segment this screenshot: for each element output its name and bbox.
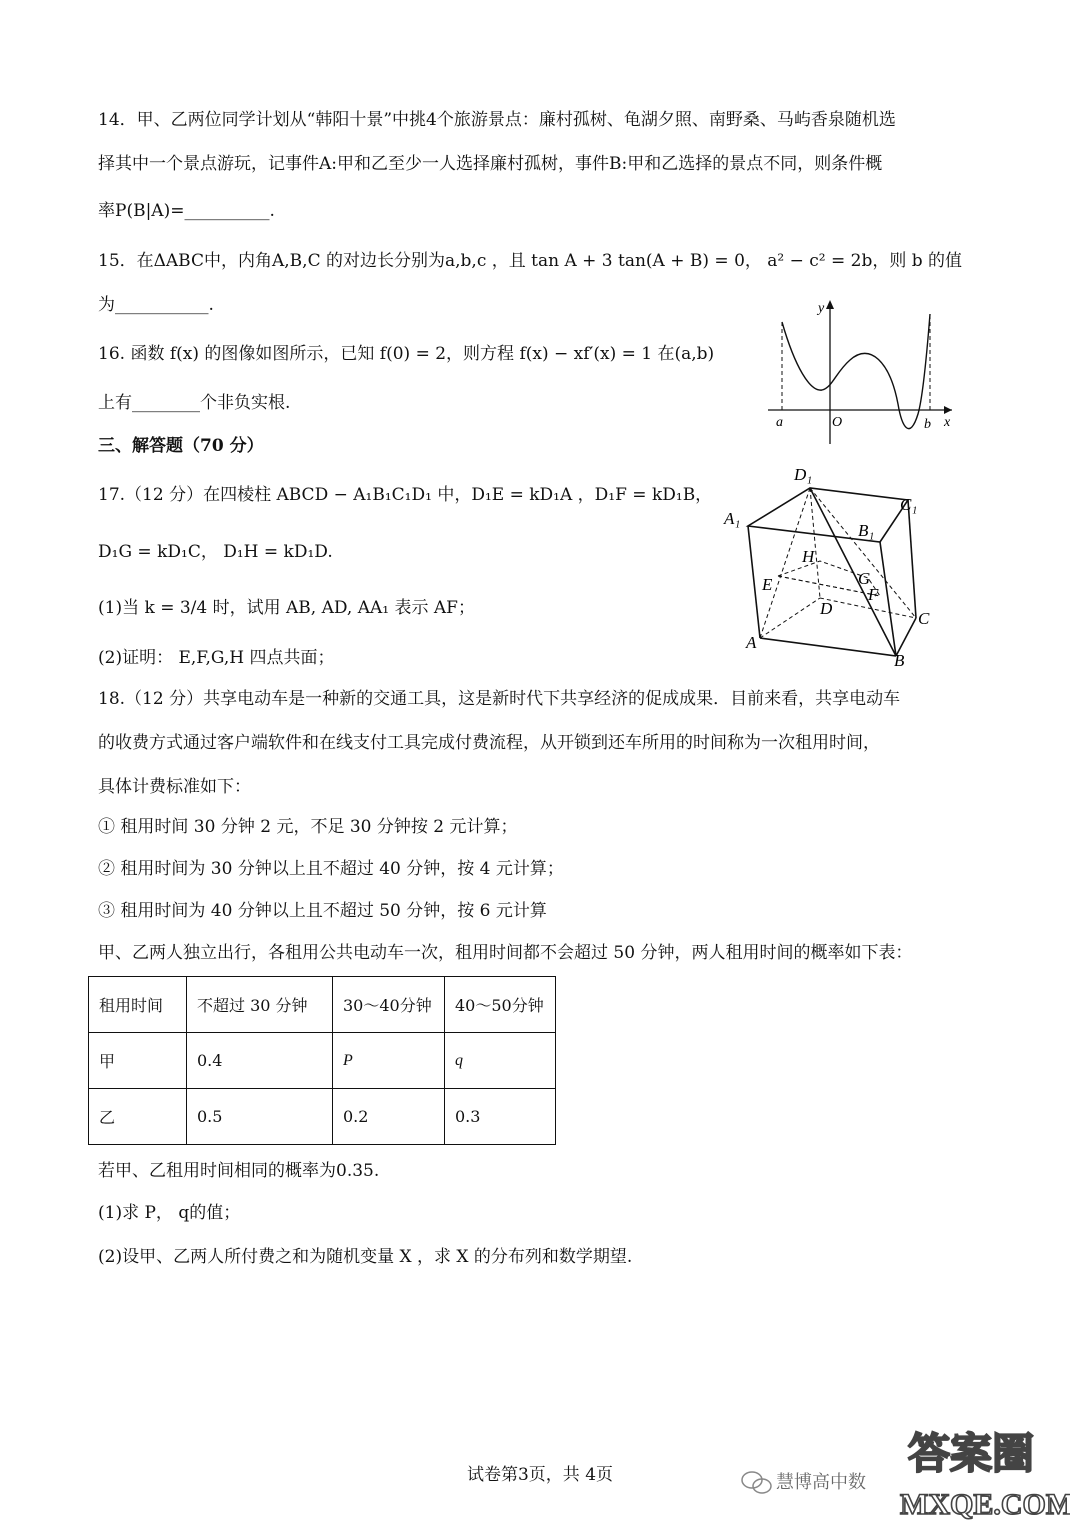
q17-line2: D₁G = kD₁C， D₁H = kD₁D. bbox=[98, 542, 333, 562]
q16-function-graph bbox=[760, 292, 960, 452]
label-C1: C₁ bbox=[900, 495, 918, 514]
q17-part1: (1)当 k = 3/4 时，试用 AB, AD, AA₁ 表示 AF； bbox=[98, 598, 475, 618]
q14-line3: 率P(B|A)=__________. bbox=[98, 201, 275, 221]
q18-condition: 若甲、乙租用时间相同的概率为0.35. bbox=[98, 1161, 380, 1181]
graph-b-label: b bbox=[924, 417, 931, 432]
section-title: 三、解答题（70 分） bbox=[98, 436, 264, 456]
q16-line1: 16. 函数 f(x) 的图像如图所示，已知 f(0) = 2，则方程 f(x) − xf′(x) = 1 在(a,b) bbox=[98, 344, 715, 364]
label-C: C bbox=[918, 609, 930, 628]
table-header-cell: 租用时间 bbox=[89, 977, 187, 1033]
q18-rule1: ① 租用时间 30 分钟 2 元，不足 30 分钟按 2 元计算； bbox=[98, 817, 518, 837]
table-cell: 乙 bbox=[89, 1089, 187, 1145]
table-header-cell: 不超过 30 分钟 bbox=[187, 977, 333, 1033]
table-row bbox=[89, 977, 556, 1033]
label-F: F bbox=[868, 585, 879, 604]
label-A1: A₁ bbox=[724, 509, 741, 528]
q15-line1: 15．在ΔABC中，内角A,B,C 的对边长分别为a,b,c ，且 tan A + 3 tan(A + B) = 0， a² − c² = 2b，则 b 的值 bbox=[98, 251, 963, 271]
graph-y-label: y bbox=[818, 301, 825, 316]
watermark-channel: 慧博高中数 bbox=[776, 1472, 866, 1492]
watermark-logo: 答案圈 bbox=[908, 1432, 1035, 1478]
wechat-icon bbox=[742, 1472, 771, 1493]
table-header-cell: 40～50分钟 bbox=[445, 977, 556, 1033]
q18-part2: (2)设甲、乙两人所付费之和为随机变量 X ，求 X 的分布列和数学期望. bbox=[98, 1247, 633, 1267]
q14-line1: 14．甲、乙两位同学计划从“韩阳十景”中挑4个旅游景点：廉村孤树、龟湖夕照、南野桑、马屿香泉随机选 bbox=[98, 110, 896, 130]
q18-line3: 具体计费标准如下： bbox=[98, 777, 251, 797]
label-H: H bbox=[802, 547, 815, 566]
q17-prism-figure bbox=[720, 458, 940, 670]
q17-part2: (2)证明： E,F,G,H 四点共面； bbox=[98, 648, 335, 668]
table-row bbox=[89, 1089, 556, 1145]
q15-line2: 为___________. bbox=[98, 295, 214, 315]
label-E: E bbox=[762, 575, 773, 594]
label-A: A bbox=[746, 633, 757, 652]
q18-part1: (1)求 P， q的值； bbox=[98, 1203, 241, 1223]
graph-a-label: a bbox=[776, 415, 783, 430]
rental-probability-table bbox=[88, 976, 556, 1145]
q18-rule2: ② 租用时间为 30 分钟以上且不超过 40 分钟，按 4 元计算； bbox=[98, 859, 564, 879]
watermark-site: MXQE.COM bbox=[900, 1488, 1070, 1520]
label-B1: B₁ bbox=[858, 521, 875, 540]
page-footer: 试卷第3页，共 4页 bbox=[466, 1465, 614, 1485]
label-D1: D₁ bbox=[794, 465, 813, 484]
table-cell: 0.3 bbox=[445, 1089, 556, 1145]
label-B: B bbox=[894, 651, 905, 670]
q16-line2: 上有________个非负实根. bbox=[98, 393, 291, 413]
table-row bbox=[89, 1033, 556, 1089]
table-cell: P bbox=[333, 1033, 445, 1089]
table-cell: 0.5 bbox=[187, 1089, 333, 1145]
graph-x-label: x bbox=[944, 415, 951, 430]
watermark bbox=[740, 1410, 1070, 1520]
table-cell: q bbox=[445, 1033, 556, 1089]
q18-rule3: ③ 租用时间为 40 分钟以上且不超过 50 分钟，按 6 元计算 bbox=[98, 901, 547, 921]
q14-line2: 择其中一个景点游玩，记事件A:甲和乙至少一人选择廉村孤树，事件B:甲和乙选择的景点不同，则条件概 bbox=[98, 154, 883, 174]
table-cell: 甲 bbox=[89, 1033, 187, 1089]
q18-intro: 甲、乙两人独立出行，各租用公共电动车一次，租用时间都不会超过 50 分钟，两人租用时间的概率如下表： bbox=[98, 943, 913, 963]
q18-line2: 的收费方式通过客户端软件和在线支付工具完成付费流程，从开锁到还车所用的时间称为一次租用时间， bbox=[98, 733, 880, 753]
q17-line1: 17.（12 分）在四棱柱 ABCD − A₁B₁C₁D₁ 中，D₁E = kD₁A ，D₁F = kD₁B， bbox=[98, 485, 713, 505]
table-cell: 0.2 bbox=[333, 1089, 445, 1145]
table-header-cell: 30～40分钟 bbox=[333, 977, 445, 1033]
q18-line1: 18.（12 分）共享电动车是一种新的交通工具，这是新时代下共享经济的促成成果．目前来看，共享电动车 bbox=[98, 689, 901, 709]
label-G: G bbox=[858, 569, 871, 588]
graph-origin-label: O bbox=[832, 415, 843, 430]
table-cell: 0.4 bbox=[187, 1033, 333, 1089]
label-D: D bbox=[820, 599, 833, 618]
